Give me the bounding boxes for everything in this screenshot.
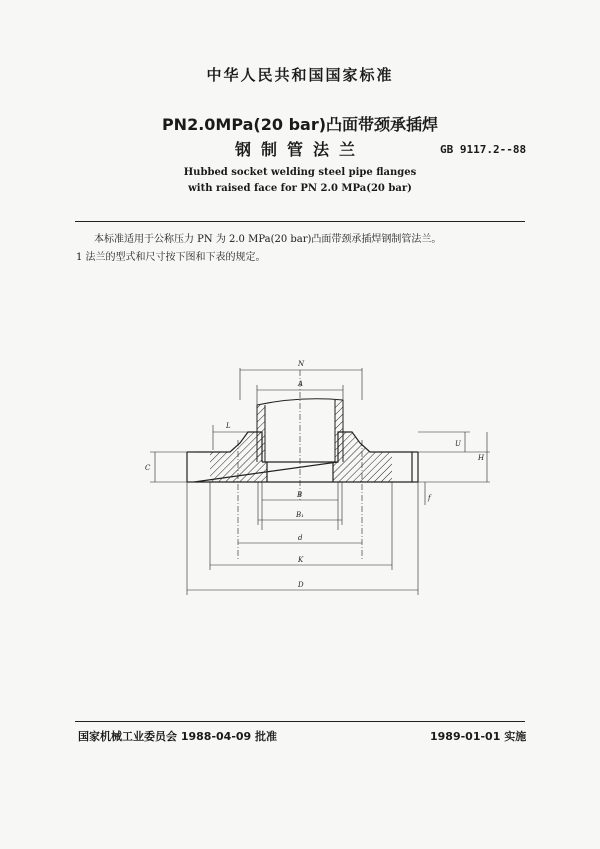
flange-section-left bbox=[210, 432, 267, 482]
dim-label-D: D bbox=[298, 581, 304, 589]
clause-1-paragraph: 1 法兰的型式和尺寸按下图和下表的规定。 bbox=[76, 252, 266, 263]
dim-label-U: U bbox=[455, 440, 461, 448]
english-title-line2: with raised face for PN 2.0 MPa(20 bar) bbox=[188, 183, 412, 194]
document-title-line1: PN2.0MPa(20 bar)凸面带颈承插焊 bbox=[161, 115, 439, 134]
scope-paragraph: 本标准适用于公称压力 PN 为 2.0 MPa(20 bar)凸面带颈承插焊钢制管法兰。 bbox=[94, 234, 442, 245]
dim-label-C: C bbox=[145, 464, 151, 472]
dim-label-B1: B₁ bbox=[296, 511, 304, 519]
dim-label-d: d bbox=[298, 534, 303, 542]
dim-label-A: A bbox=[298, 380, 304, 388]
bottom-divider bbox=[75, 721, 525, 722]
dim-label-H: H bbox=[478, 454, 485, 462]
english-title-line1: Hubbed socket welding steel pipe flanges bbox=[183, 167, 417, 178]
standard-header: 中华人民共和国国家标准 bbox=[206, 66, 394, 84]
effective-date: 1989-01-01 实施 bbox=[430, 730, 527, 743]
dim-label-N: N bbox=[298, 360, 305, 368]
approval-info: 国家机械工业委员会 1988-04-09 批准 bbox=[78, 730, 278, 743]
standard-code: GB 9117.2--88 bbox=[440, 143, 527, 156]
dim-label-K: K bbox=[298, 556, 304, 564]
flange-section-right bbox=[333, 432, 392, 482]
document-title-line2: 钢制管法兰 bbox=[234, 140, 365, 159]
dim-label-L: L bbox=[226, 422, 231, 430]
dim-label-f: f bbox=[428, 494, 431, 502]
dim-label-B: B bbox=[297, 491, 303, 499]
